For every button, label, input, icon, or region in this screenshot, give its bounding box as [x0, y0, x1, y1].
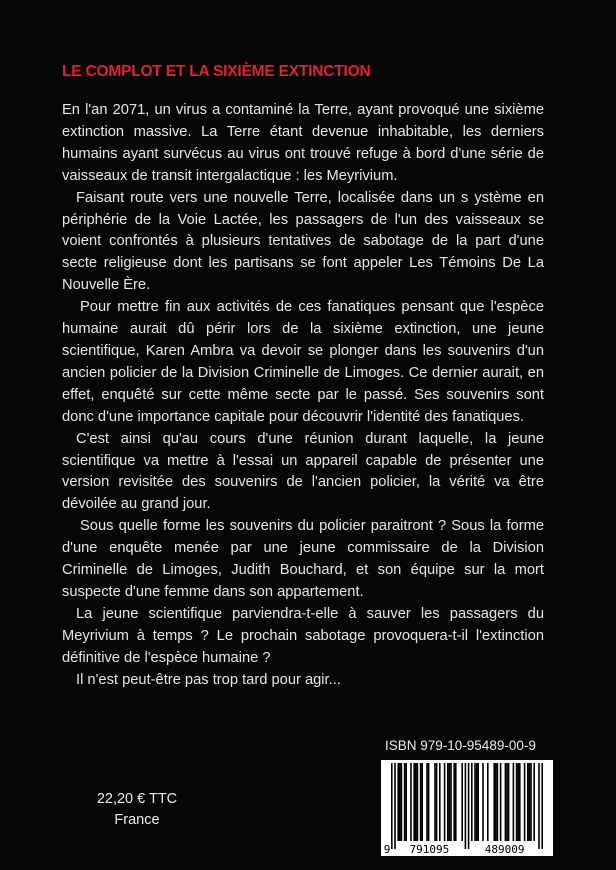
barcode-bar [474, 763, 476, 841]
barcode-bar [447, 763, 449, 841]
barcode-bar [517, 763, 519, 841]
barcode-bar [426, 763, 428, 841]
barcode-bar [417, 763, 419, 841]
barcode-graphic [381, 760, 553, 856]
barcode-bar [468, 763, 470, 849]
barcode-bar [513, 763, 515, 841]
book-title: LE COMPLOT ET LA SIXIÈME EXTINCTION [62, 63, 371, 80]
synopsis-paragraph: Sous quelle forme les souvenirs du policier paraitront ? Sous la forme d'une enquête menée par une jeune commissaire de la Division Criminelle de Limoges, Judith Bouchard, et son équipe sur la mort suspecte d'une femme dans son appartement. [62, 518, 544, 600]
barcode-bar [533, 763, 535, 841]
barcode-bar [495, 763, 497, 841]
barcode-bar [516, 763, 518, 841]
barcode-bar [519, 763, 521, 841]
barcode-bar [541, 763, 543, 849]
barcode-bar [497, 763, 499, 841]
barcode-bar [529, 763, 531, 841]
barcode-bar [404, 763, 406, 841]
barcode-bar [413, 763, 415, 841]
barcode-bar [391, 763, 393, 849]
barcode-bar [538, 763, 540, 849]
barcode-bar [482, 763, 484, 841]
barcode-bar [471, 763, 473, 841]
barcode-bar [410, 763, 412, 841]
barcode-bar [401, 763, 403, 841]
country: France [114, 812, 160, 828]
barcode-bar [505, 763, 507, 841]
barcode-bar [455, 763, 457, 841]
barcode-bar [421, 763, 423, 841]
synopsis-paragraph: C'est ainsi qu'au cours d'une réunion durant laquelle, la jeune scientifique va mettre à l'essai un appareil capable de présenter une version revisitée des souvenirs de l'ancien policier, la vérité va être dévoilée au grand jour. [62, 430, 544, 513]
synopsis [62, 100, 544, 691]
barcode-bar [530, 763, 532, 841]
isbn-label: ISBN 979-10-95489-00-9 [385, 738, 536, 753]
barcode-bar [465, 763, 467, 849]
barcode-bar [487, 763, 489, 841]
barcode-bar [453, 763, 455, 841]
price-block [92, 789, 182, 831]
barcode-bar [524, 763, 526, 841]
barcode-bar [449, 763, 451, 841]
barcode-bar [394, 763, 396, 849]
barcode-bar [444, 763, 446, 841]
barcode-bar [399, 763, 401, 841]
barcode-digits: 791095 [409, 843, 450, 856]
synopsis-paragraph: Il n'est peut-être pas trop tard pour agir... [76, 671, 341, 688]
barcode-bar [434, 763, 436, 841]
barcode-bar [527, 763, 529, 841]
barcode-bar [420, 763, 422, 841]
barcode-bar [476, 763, 478, 841]
price: 22,20 € TTC [96, 791, 178, 807]
barcode-bar [397, 763, 399, 841]
synopsis-paragraph: En l'an 2071, un virus a contaminé la Terre, ayant provoqué une sixième extinction massive. La Terre étant devenue inhabitable, les derniers humains ayant survécus au virus ont trouvé refuge à bord d'une série de vaisseaux de transit intergalactique : les Meyrivium. [62, 102, 544, 184]
barcode-bar [508, 763, 510, 841]
isbn-barcode [381, 760, 553, 856]
synopsis-paragraph: La jeune scientifique parviendra-t-elle à sauver les passagers du Meyrivium à temps ? Le prochain sabotage provoquera-t-il l'extinction définitive de l'espèce humaine ? [62, 605, 544, 666]
barcode-bar [493, 763, 495, 841]
barcode-bar [500, 763, 502, 841]
barcode-bar [436, 763, 438, 841]
barcode-bar [461, 763, 463, 841]
barcode-bar [477, 763, 479, 841]
barcode-bar [450, 763, 452, 841]
barcode-digits: 489009 [484, 843, 525, 856]
barcode-bar [405, 763, 407, 841]
barcode-bar [428, 763, 430, 841]
synopsis-paragraph: Pour mettre fin aux activités de ces fanatiques pensant que l'espèce humaine aurait dû périr lors de la sixième extinction, une jeune scientifique, Karen Ambra va devoir se plonger dans les souvenirs d'un ancien policier de la Division Criminelle de Limoges. Ce dernier aurait, en effet, enquêté sur cette même secte par le passé. Ses souvenirs sont donc d'une importance capitale pour découvrir l'identité des fanatiques. [62, 299, 544, 425]
barcode-bar [506, 763, 508, 841]
barcode-digits: 9 [383, 843, 391, 856]
barcode-bar [439, 763, 441, 841]
synopsis-paragraph: Faisant route vers une nouvelle Terre, localisée dans un s ystème en périphérie de la Voie Lactée, les passagers de l'un des vaisseaux se voient confrontés à plusieurs tentatives de sabotage de la part d'une secte religieuse dont les partisans se font appeler Les Témoins De La Nouvelle Ère. [62, 189, 544, 294]
barcode-bar [415, 763, 417, 841]
